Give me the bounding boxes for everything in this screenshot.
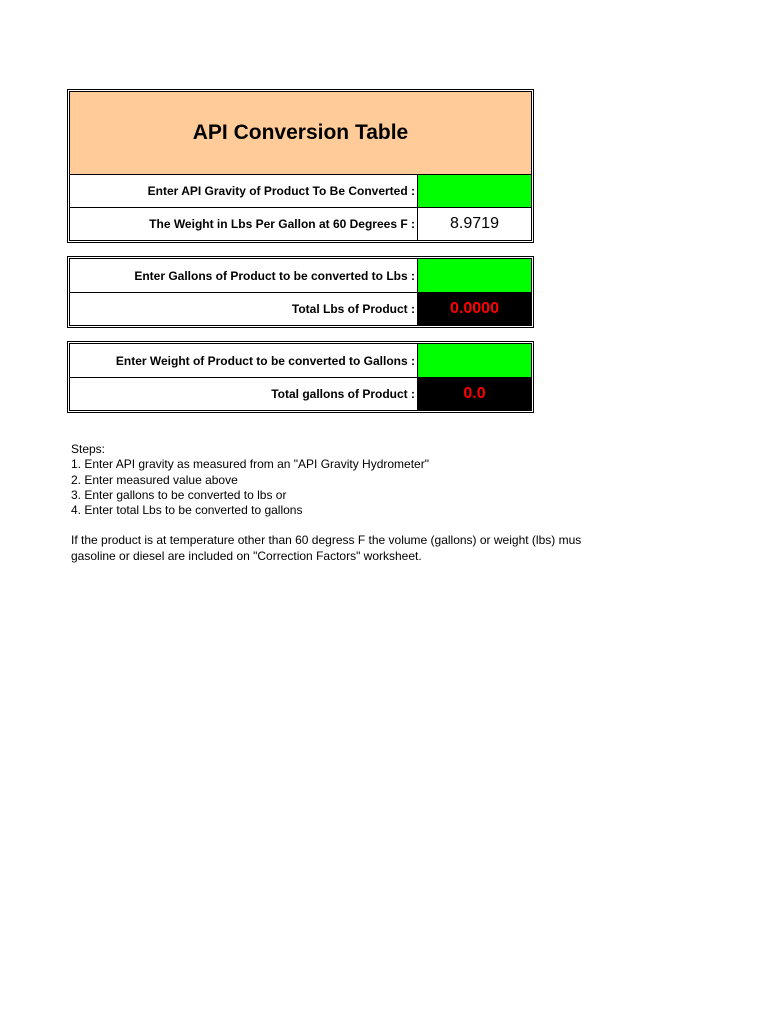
gallons-to-lbs-table <box>67 256 534 328</box>
step-item: 1. Enter API gravity as measured from an "API Gravity Hydrometer" <box>71 457 429 472</box>
step-item: 3. Enter gallons to be converted to lbs or <box>71 487 287 502</box>
note-line: If the product is at temperature other than 60 degress F the volume (gallons) or weight (lbs) mus <box>71 533 582 548</box>
total-lbs-label: Total Lbs of Product : <box>70 293 418 325</box>
weight-per-gallon-row <box>70 207 531 240</box>
weight-per-gallon-label: The Weight in Lbs Per Gallon at 60 Degrees F : <box>70 208 418 240</box>
total-gallons-label: Total gallons of Product : <box>70 378 418 410</box>
instructions <box>71 442 598 564</box>
weight-input[interactable] <box>418 344 531 377</box>
spacer <box>71 518 598 533</box>
weight-to-gallons-table <box>67 341 534 413</box>
weight-input-row <box>70 344 531 377</box>
total-lbs-value: 0.0000 <box>418 293 531 325</box>
api-gravity-row <box>70 174 531 207</box>
total-gallons-value: 0.0 <box>418 378 531 410</box>
gallons-input-label: Enter Gallons of Product to be converted to Lbs : <box>70 259 418 292</box>
step-item: 4. Enter total Lbs to be converted to gallons <box>71 503 303 518</box>
steps-heading: Steps: <box>71 442 106 456</box>
total-lbs-row <box>70 292 531 325</box>
gallons-input-row <box>70 259 531 292</box>
total-gallons-row <box>70 377 531 410</box>
table-title: API Conversion Table <box>70 92 531 174</box>
api-conversion-table <box>67 89 534 243</box>
api-gravity-label: Enter API Gravity of Product To Be Converted : <box>70 175 418 207</box>
step-item: 2. Enter measured value above <box>71 472 238 487</box>
api-gravity-input[interactable] <box>418 175 531 207</box>
weight-input-label: Enter Weight of Product to be converted to Gallons : <box>70 344 418 377</box>
note-line: gasoline or diesel are included on "Correction Factors" worksheet. <box>71 548 422 563</box>
gallons-input[interactable] <box>418 259 531 292</box>
weight-per-gallon-value: 8.9719 <box>450 215 499 232</box>
